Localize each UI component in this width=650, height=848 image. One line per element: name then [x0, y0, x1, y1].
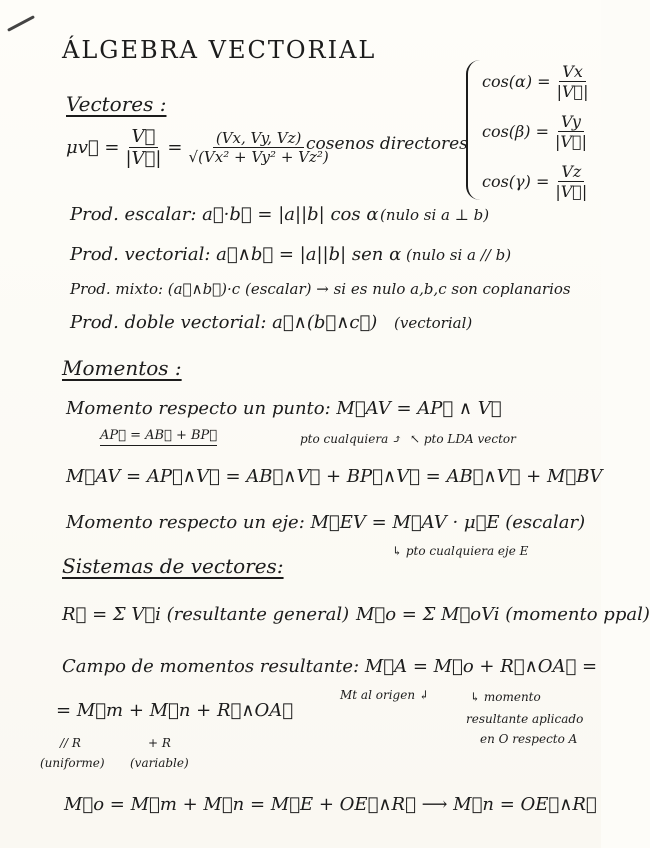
- momento-suma: = M⃗m + M⃗n + R⃗∧OA⃗: [56, 700, 294, 721]
- prod-escalar-note: (nulo si a ⊥ b): [380, 206, 490, 224]
- momentos-heading: Momentos :: [62, 356, 182, 380]
- cos-gamma: [482, 162, 593, 201]
- momento-eje: Momento respecto un eje: M⃗EV = M⃗AV · μ⃗E (escalar): [66, 512, 586, 533]
- resultante-aplicado-note: resultante aplicado: [466, 712, 584, 726]
- unit-vector-formula: [66, 126, 335, 169]
- prod-vectorial-note: (nulo si a // b): [406, 246, 512, 264]
- cos-gamma-label: cos(γ) =: [482, 172, 550, 191]
- unit-frac-1: [122, 126, 164, 169]
- prod-doble-note: (vectorial): [394, 314, 473, 332]
- unit-num-2: (Vx, Vy, Vz): [213, 129, 305, 148]
- eje-note: ↳ pto cualquiera eje E: [392, 544, 529, 558]
- vectores-heading: Vectores :: [66, 92, 167, 116]
- cos-beta-frac: [552, 112, 590, 151]
- prod-mixto: Prod. mixto: (a⃗∧b⃗)·c (escalar) → si es nulo a,b,c son coplanarios: [70, 280, 571, 298]
- prod-escalar: Prod. escalar: a⃗·b⃗ = |a||b| cos α: [70, 204, 379, 225]
- prod-vectorial: Prod. vectorial: a⃗∧b⃗ = |a||b| sen α: [70, 244, 402, 265]
- cos-gamma-num: Vz: [558, 162, 584, 182]
- cos-beta-num: Vy: [558, 112, 584, 132]
- momento-punto: Momento respecto un punto: M⃗AV = AP⃗ ∧ V⃗: [66, 398, 502, 419]
- cos-alpha-den: |V⃗|: [556, 82, 589, 101]
- unit-lhs: μv⃗ =: [66, 137, 120, 158]
- cos-gamma-frac: [552, 162, 590, 201]
- mas-r: + R: [148, 736, 171, 750]
- equals-sign: =: [167, 137, 183, 158]
- unit-den-2: √(Vx² + Vy² + Vz²): [188, 148, 329, 166]
- unit-num: V⃗: [129, 126, 159, 148]
- cos-beta-label: cos(β) =: [482, 122, 550, 141]
- cosenos-label: cosenos directores: [306, 134, 468, 154]
- momento-final: M⃗o = M⃗m + M⃗n = M⃗E + OE⃗∧R⃗ ⟶ M⃗n = OE⃗∧R⃗: [64, 794, 597, 815]
- ap-decomposition: [100, 428, 217, 446]
- paralelo-r: // R: [60, 736, 81, 750]
- unit-den: |V⃗|: [125, 148, 162, 169]
- pto-cualquiera-note: pto cualquiera ⤴: [300, 432, 403, 446]
- resultante-general: R⃗ = Σ V⃗i (resultante general): [62, 604, 350, 625]
- momento-expansion: M⃗AV = AP⃗∧V⃗ = AB⃗∧V⃗ + BP⃗∧V⃗ = AB⃗∧V⃗ + M⃗BV: [66, 466, 603, 487]
- cosenos-brace: [466, 60, 482, 200]
- cos-alpha: [482, 62, 595, 101]
- uniforme-label: (uniforme): [40, 756, 105, 770]
- cos-beta-den: |V⃗|: [555, 132, 587, 151]
- variable-label: (variable): [130, 756, 189, 770]
- cos-alpha-label: cos(α) =: [482, 72, 551, 91]
- momento-note: ↳ momento: [470, 690, 541, 704]
- pto-lda-note: ↖ pto LDA vector: [410, 432, 516, 446]
- cos-beta: [482, 112, 593, 151]
- en-o-note: en O respecto A: [480, 732, 578, 746]
- cos-gamma-den: |V⃗|: [555, 182, 588, 201]
- mt-origen-note: Mt al origen ↲: [340, 688, 429, 702]
- sistemas-heading: Sistemas de vectores:: [62, 554, 284, 578]
- prod-doble: Prod. doble vectorial: a⃗∧(b⃗∧c⃗): [70, 312, 378, 333]
- page-title: ÁLGEBRA VECTORIAL: [62, 36, 377, 64]
- campo-momentos: Campo de momentos resultante: M⃗A = M⃗o + R⃗∧OA⃗ =: [62, 656, 598, 677]
- cos-alpha-num: Vx: [559, 62, 586, 82]
- pen-mark: [7, 15, 35, 32]
- momento-principal: M⃗o = Σ M⃗oVi (momento ppal): [356, 604, 650, 625]
- cos-alpha-frac: [554, 62, 592, 101]
- ap-underline: AP⃗ = AB⃗ + BP⃗: [100, 428, 217, 446]
